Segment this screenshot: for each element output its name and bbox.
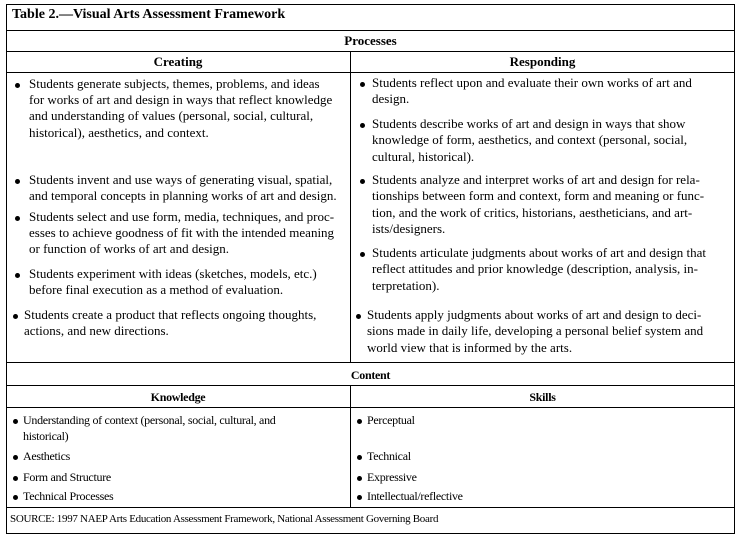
- list-item-text: tion, and the work of critics, historians, aestheticians, and art-: [372, 204, 693, 220]
- list-item-text: Understanding of context (personal, social, cultural, and: [23, 413, 276, 427]
- divider: [6, 72, 735, 73]
- list-item-text: Students reflect upon and evaluate their own works of art and: [372, 75, 692, 90]
- divider: [6, 362, 735, 363]
- list-item-text: historical): [23, 429, 69, 443]
- list-item-text: or function of works of art and design.: [29, 241, 230, 257]
- list-item-text: Students invent and use ways of generating visual, spatial,: [29, 172, 333, 187]
- list-item-text: Students describe works of art and design in ways that show: [372, 116, 686, 131]
- bullet-icon: [13, 314, 18, 319]
- bullet-icon: [15, 273, 20, 278]
- bullet-icon: [357, 476, 362, 481]
- bullet-icon: [360, 123, 365, 128]
- divider: [6, 385, 735, 386]
- list-item-text: reflect attitudes and prior knowledge (description, analysis, in-: [372, 261, 698, 277]
- list-item-text: Technical Processes: [23, 489, 114, 503]
- list-item-text: Students apply judgments about works of art and design to deci-: [367, 307, 702, 322]
- list-item-text: cultural, historical).: [372, 148, 475, 164]
- list-item-text: Intellectual/reflective: [367, 489, 463, 503]
- divider: [6, 30, 735, 31]
- bullet-icon: [357, 455, 362, 460]
- bullet-icon: [356, 314, 361, 319]
- list-item-text: Technical: [367, 449, 411, 463]
- bullet-icon: [13, 419, 18, 424]
- table-title: Table 2.—Visual Arts Assessment Framework: [12, 7, 286, 22]
- border: [6, 4, 7, 534]
- divider: [6, 407, 735, 408]
- list-item-text: sions made in daily life, developing a personal belief system and: [367, 323, 704, 339]
- bullet-icon: [15, 179, 20, 184]
- skills-heading: Skills: [529, 390, 556, 404]
- border: [6, 4, 735, 5]
- list-item-text: before final execution as a method of evaluation.: [29, 282, 284, 298]
- bullet-icon: [357, 419, 362, 424]
- list-item-text: Students experiment with ideas (sketches, models, etc.): [29, 266, 317, 281]
- list-item-text: esses to achieve goodness of fit with the intended meaning: [29, 225, 335, 241]
- bullet-icon: [13, 455, 18, 460]
- list-item-text: Students articulate judgments about works of art and design that: [372, 245, 706, 260]
- list-item-text: Students select and use form, media, techniques, and proc-: [29, 209, 335, 224]
- knowledge-heading: Knowledge: [150, 390, 206, 404]
- list-item-text: world view that is informed by the arts.: [367, 339, 573, 355]
- source-note: SOURCE: 1997 NAEP Arts Education Assessment Framework, National Assessment Governing Board: [10, 513, 439, 525]
- list-item-text: Students generate subjects, themes, problems, and ideas: [29, 76, 320, 91]
- list-item-text: terpretation).: [372, 277, 440, 293]
- creating-heading: Creating: [153, 54, 203, 69]
- bullet-icon: [360, 179, 365, 184]
- processes-heading: Processes: [344, 33, 397, 48]
- divider: [6, 507, 735, 508]
- bullet-icon: [360, 82, 365, 87]
- list-item-text: for works of art and design in ways that reflect knowledge: [29, 92, 333, 108]
- bullet-icon: [13, 476, 18, 481]
- column-divider: [350, 51, 351, 362]
- bullet-icon: [357, 495, 362, 500]
- responding-heading: Responding: [509, 54, 576, 69]
- content-heading: Content: [350, 368, 391, 382]
- border: [6, 533, 735, 534]
- list-item-text: and temporal concepts in planning works of art and design.: [29, 188, 337, 204]
- bullet-icon: [360, 252, 365, 257]
- list-item-text: knowledge of form, aesthetics, and context (personal, social,: [372, 132, 688, 148]
- list-item-text: actions, and new directions.: [24, 323, 169, 339]
- list-item-text: Perceptual: [367, 413, 415, 427]
- list-item-text: and understanding of values (personal, social, cultural,: [29, 108, 314, 124]
- list-item-text: design.: [372, 91, 410, 107]
- border: [734, 4, 735, 534]
- bullet-icon: [15, 83, 20, 88]
- list-item-text: Expressive: [367, 470, 417, 484]
- list-item-text: Aesthetics: [23, 449, 70, 463]
- list-item-text: Form and Structure: [23, 470, 111, 484]
- list-item-text: ists/designers.: [372, 220, 446, 236]
- bullet-icon: [13, 495, 18, 500]
- list-item-text: historical), aesthetics, and context.: [29, 124, 209, 140]
- list-item-text: Students create a product that reflects ongoing thoughts,: [24, 307, 317, 322]
- list-item-text: Students analyze and interpret works of art and design for rela-: [372, 172, 700, 187]
- bullet-icon: [15, 216, 20, 221]
- list-item-text: tionships between form and context, form and meaning or func-: [372, 188, 705, 204]
- divider: [6, 51, 735, 52]
